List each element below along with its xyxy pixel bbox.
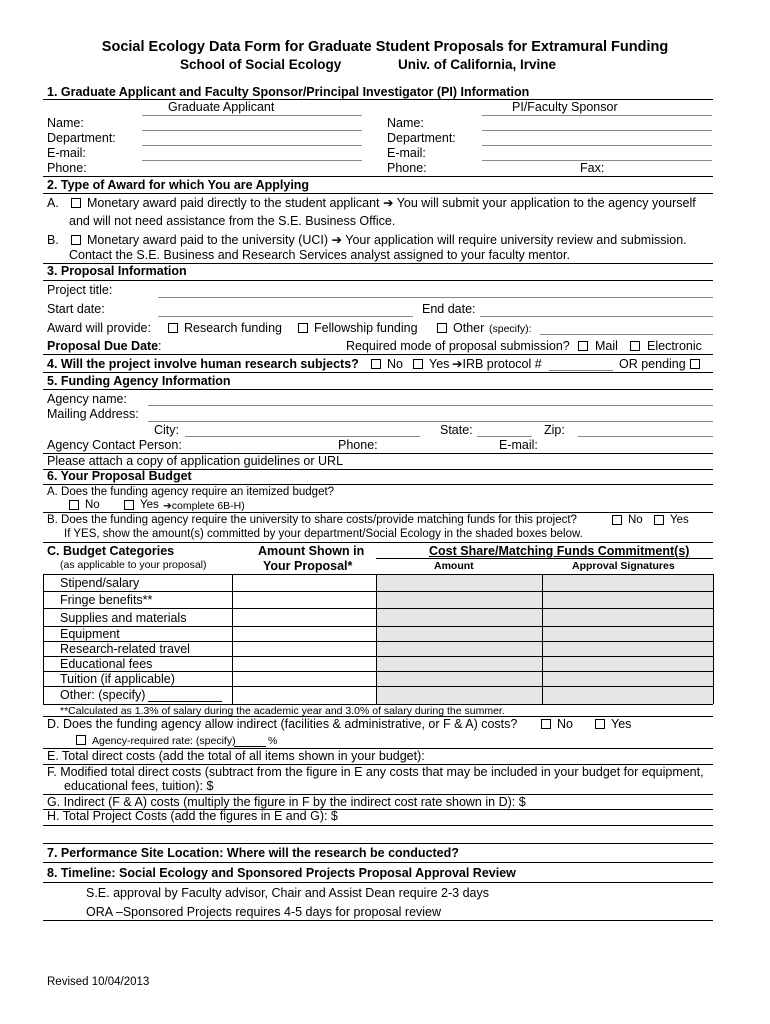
mailing-address-field[interactable] <box>148 421 713 422</box>
due-date-label: Proposal Due Date <box>47 339 159 353</box>
research-funding-label: Research funding <box>184 321 282 335</box>
table-border <box>376 574 377 704</box>
section-1-heading: 1. Graduate Applicant and Faculty Sponsor/Principal Investigator (PI) Information <box>47 85 530 99</box>
modified-direct-costs-text: F. Modified total direct costs (subtract from the figure in E any costs that may be included in your budget for equipment, <box>47 765 704 779</box>
timeline-se-approval: S.E. approval by Faculty advisor, Chair and Assist Dean require 2-3 days <box>86 886 489 900</box>
table-line <box>43 608 713 609</box>
fringe-note: **Calculated as 1.3% of salary during the academic year and 3.0% of salary during the summer. <box>60 705 505 717</box>
agency-rate-pct: % <box>268 735 278 747</box>
fellowship-funding-label: Fellowship funding <box>314 321 418 335</box>
award-b-letter: B. <box>47 233 59 247</box>
other-funding-label: Other <box>453 321 485 335</box>
indirect-costs-text: G. Indirect (F & A) costs (multiply the figure in F by the indirect cost rate shown in D): $ <box>47 795 526 809</box>
cost-share-ifyes-text: If YES, show the amount(s) committed by your department/Social Ecology in the shaded boxes below. <box>64 528 583 540</box>
cost-share-yes-checkbox[interactable] <box>654 515 664 525</box>
col-applicant-label: Graduate Applicant <box>168 100 275 114</box>
indirect-no-label: No <box>557 717 573 731</box>
electronic-label: Electronic <box>647 339 702 353</box>
human-subjects-no-label: No <box>387 357 403 371</box>
city-label: City: <box>154 423 179 437</box>
section-7-heading: 7. Performance Site Location: Where will the research be conducted? <box>47 846 459 860</box>
total-direct-costs-text: E. Total direct costs (add the total of all items shown in your budget): <box>47 749 425 763</box>
applicant-name-label: Name: <box>47 116 84 130</box>
itemized-no-label: No <box>85 499 100 511</box>
sponsor-fax-label: Fax: <box>580 161 605 175</box>
start-date-label: Start date: <box>47 302 105 316</box>
contact-person-label: Agency Contact Person: <box>47 438 182 452</box>
human-subjects-yes-label: Yes <box>429 357 450 371</box>
indirect-yes-label: Yes <box>611 717 632 731</box>
section-5-heading: 5. Funding Agency Information <box>47 374 231 388</box>
or-pending-label: OR pending <box>619 357 686 371</box>
other-specify-label: (specify): <box>489 323 532 335</box>
divider <box>43 825 713 826</box>
indirect-no-checkbox[interactable] <box>541 719 551 729</box>
cost-share-question: B. Does the funding agency require the university to share costs/provide matching funds for this project? <box>47 514 577 526</box>
award-a-text: Monetary award paid directly to the student applicant ➔ You will submit your application to the agency yourself <box>87 196 696 210</box>
divider <box>43 176 713 177</box>
table-border <box>713 574 714 704</box>
state-field[interactable] <box>477 436 532 437</box>
table-border <box>232 574 233 704</box>
agency-rate-checkbox[interactable] <box>76 735 86 745</box>
award-a-text-2: and will not need assistance from the S.E. Business Office. <box>69 214 396 228</box>
indirect-yes-checkbox[interactable] <box>595 719 605 729</box>
itemized-complete-note: ➔complete 6B-H) <box>163 500 245 512</box>
cost-share-header: Cost Share/Matching Funds Commitment(s) <box>429 544 690 558</box>
agency-rate-label: Agency-required rate: (specify) <box>92 735 236 747</box>
divider <box>43 882 713 883</box>
city-field[interactable] <box>185 436 420 437</box>
itemized-budget-question: A. Does the funding agency require an itemized budget? <box>47 486 335 498</box>
award-b-checkbox[interactable] <box>71 235 81 245</box>
award-a-letter: A. <box>47 196 59 210</box>
divider <box>43 862 713 863</box>
table-border <box>43 574 44 704</box>
human-subjects-yes-checkbox[interactable] <box>413 359 423 369</box>
divider <box>43 372 713 373</box>
table-line <box>43 591 713 592</box>
approval-signatures-header: Approval Signatures <box>572 560 675 572</box>
electronic-checkbox[interactable] <box>630 341 640 351</box>
timeline-ora-review: ORA –Sponsored Projects requires 4-5 days for proposal review <box>86 905 442 919</box>
end-date-label: End date: <box>422 302 476 316</box>
total-project-costs-text: H. Total Project Costs (add the figures in E and G): $ <box>47 809 338 823</box>
sponsor-name-field[interactable] <box>482 115 712 116</box>
budget-category-row: Other: (specify) <box>60 688 146 702</box>
due-date-colon: : <box>158 339 162 353</box>
award-provide-label: Award will provide: <box>47 321 151 335</box>
mailing-address-label: Mailing Address: <box>47 407 139 421</box>
zip-label: Zip: <box>544 423 565 437</box>
applicant-department-field[interactable] <box>142 130 362 131</box>
itemized-yes-label: Yes <box>140 499 159 511</box>
other-specify-field[interactable] <box>148 701 222 702</box>
budget-category-row: Equipment <box>60 627 120 641</box>
amount-shown-header-2: Your Proposal* <box>263 559 353 573</box>
end-date-field[interactable] <box>480 316 713 317</box>
table-border <box>542 574 543 704</box>
table-line <box>43 626 713 627</box>
agency-rate-field[interactable] <box>234 746 266 747</box>
cost-share-no-label: No <box>628 514 643 526</box>
sponsor-email-field[interactable] <box>482 145 712 146</box>
project-title-field[interactable] <box>158 297 713 298</box>
amount-shown-header-1: Amount Shown in <box>258 544 365 558</box>
budget-categories-heading: C. Budget Categories <box>47 544 175 558</box>
submission-mode-label: Required mode of proposal submission? <box>346 339 570 353</box>
start-date-field[interactable] <box>158 316 413 317</box>
modified-direct-costs-text-2: educational fees, tuition): $ <box>64 779 214 793</box>
agency-name-field[interactable] <box>148 405 713 406</box>
section-4-heading: 4. Will the project involve human research subjects? <box>47 357 359 371</box>
revised-date: Revised 10/04/2013 <box>47 976 150 988</box>
itemized-yes-checkbox[interactable] <box>124 500 134 510</box>
mail-label: Mail <box>595 339 618 353</box>
fellowship-funding-checkbox[interactable] <box>298 323 308 333</box>
divider <box>43 920 713 921</box>
budget-category-row: Fringe benefits** <box>60 593 153 607</box>
cost-share-underline <box>376 558 713 559</box>
table-line <box>43 686 713 687</box>
award-a-checkbox[interactable] <box>71 198 81 208</box>
section-2-heading: 2. Type of Award for which You are Applying <box>47 178 310 192</box>
award-b-text: Monetary award paid to the university (UCI) ➔ Your application will require university review and submission. <box>87 233 687 247</box>
itemized-no-checkbox[interactable] <box>69 500 79 510</box>
divider <box>43 354 713 355</box>
sponsor-name-label: Name: <box>387 116 424 130</box>
divider <box>43 542 713 543</box>
section-6-heading: 6. Your Proposal Budget <box>47 469 192 483</box>
applicant-phone-label: Phone: <box>47 161 87 175</box>
other-funding-checkbox[interactable] <box>437 323 447 333</box>
school-name: School of Social Ecology <box>180 57 342 72</box>
table-line <box>43 574 713 575</box>
agency-name-label: Agency name: <box>47 392 127 406</box>
section-3-heading: 3. Proposal Information <box>47 264 187 278</box>
sponsor-department-label: Department: <box>387 131 456 145</box>
project-title-label: Project title: <box>47 283 113 297</box>
budget-category-row: Stipend/salary <box>60 576 140 590</box>
budget-category-row: Educational fees <box>60 657 153 671</box>
applicant-email-label: E-mail: <box>47 146 86 160</box>
sponsor-department-field[interactable] <box>482 130 712 131</box>
mail-checkbox[interactable] <box>578 341 588 351</box>
irb-pending-checkbox[interactable] <box>690 359 700 369</box>
divider <box>43 280 713 281</box>
amount-header: Amount <box>434 560 474 572</box>
cost-share-yes-label: Yes <box>670 514 689 526</box>
budget-category-row: Research-related travel <box>60 642 190 656</box>
university-name: Univ. of California, Irvine <box>398 57 557 72</box>
indirect-costs-question: D. Does the funding agency allow indirect (facilities & administrative, or F & A) costs? <box>47 717 518 731</box>
attach-guidelines-text: Please attach a copy of application guidelines or URL <box>47 454 344 468</box>
sponsor-email-label: E-mail: <box>387 146 426 160</box>
agency-email-label: E-mail: <box>499 438 538 452</box>
state-label: State: <box>440 423 473 437</box>
divider <box>43 389 713 390</box>
form-title: Social Ecology Data Form for Graduate Student Proposals for Extramural Funding <box>101 39 669 55</box>
col-sponsor-label: PI/Faculty Sponsor <box>512 100 618 114</box>
zip-field[interactable] <box>578 436 713 437</box>
budget-category-row: Tuition (if applicable) <box>60 672 175 686</box>
other-funding-field[interactable] <box>540 334 713 335</box>
applicant-name-field[interactable] <box>142 115 362 116</box>
irb-protocol-field[interactable] <box>549 370 613 371</box>
sponsor-phone-label: Phone: <box>387 161 427 175</box>
budget-categories-sub: (as applicable to your proposal) <box>60 559 207 571</box>
section-8-heading: 8. Timeline: Social Ecology and Sponsored Projects Proposal Approval Review <box>47 866 516 880</box>
budget-categories-letter <box>47 544 174 559</box>
divider <box>43 843 713 844</box>
divider <box>43 193 713 194</box>
cost-share-shaded-area <box>376 574 713 704</box>
agency-phone-label: Phone: <box>338 438 378 452</box>
research-funding-checkbox[interactable] <box>168 323 178 333</box>
irb-protocol-label: ➔IRB protocol # <box>452 357 542 371</box>
award-b-text-2: Contact the S.E. Business and Research Services analyst assigned to your faculty mentor. <box>69 248 570 262</box>
cost-share-no-checkbox[interactable] <box>612 515 622 525</box>
applicant-phone-field[interactable] <box>142 160 362 161</box>
human-subjects-no-checkbox[interactable] <box>371 359 381 369</box>
budget-category-row: Supplies and materials <box>60 611 187 625</box>
applicant-email-field[interactable] <box>142 145 362 146</box>
applicant-department-label: Department: <box>47 131 116 145</box>
